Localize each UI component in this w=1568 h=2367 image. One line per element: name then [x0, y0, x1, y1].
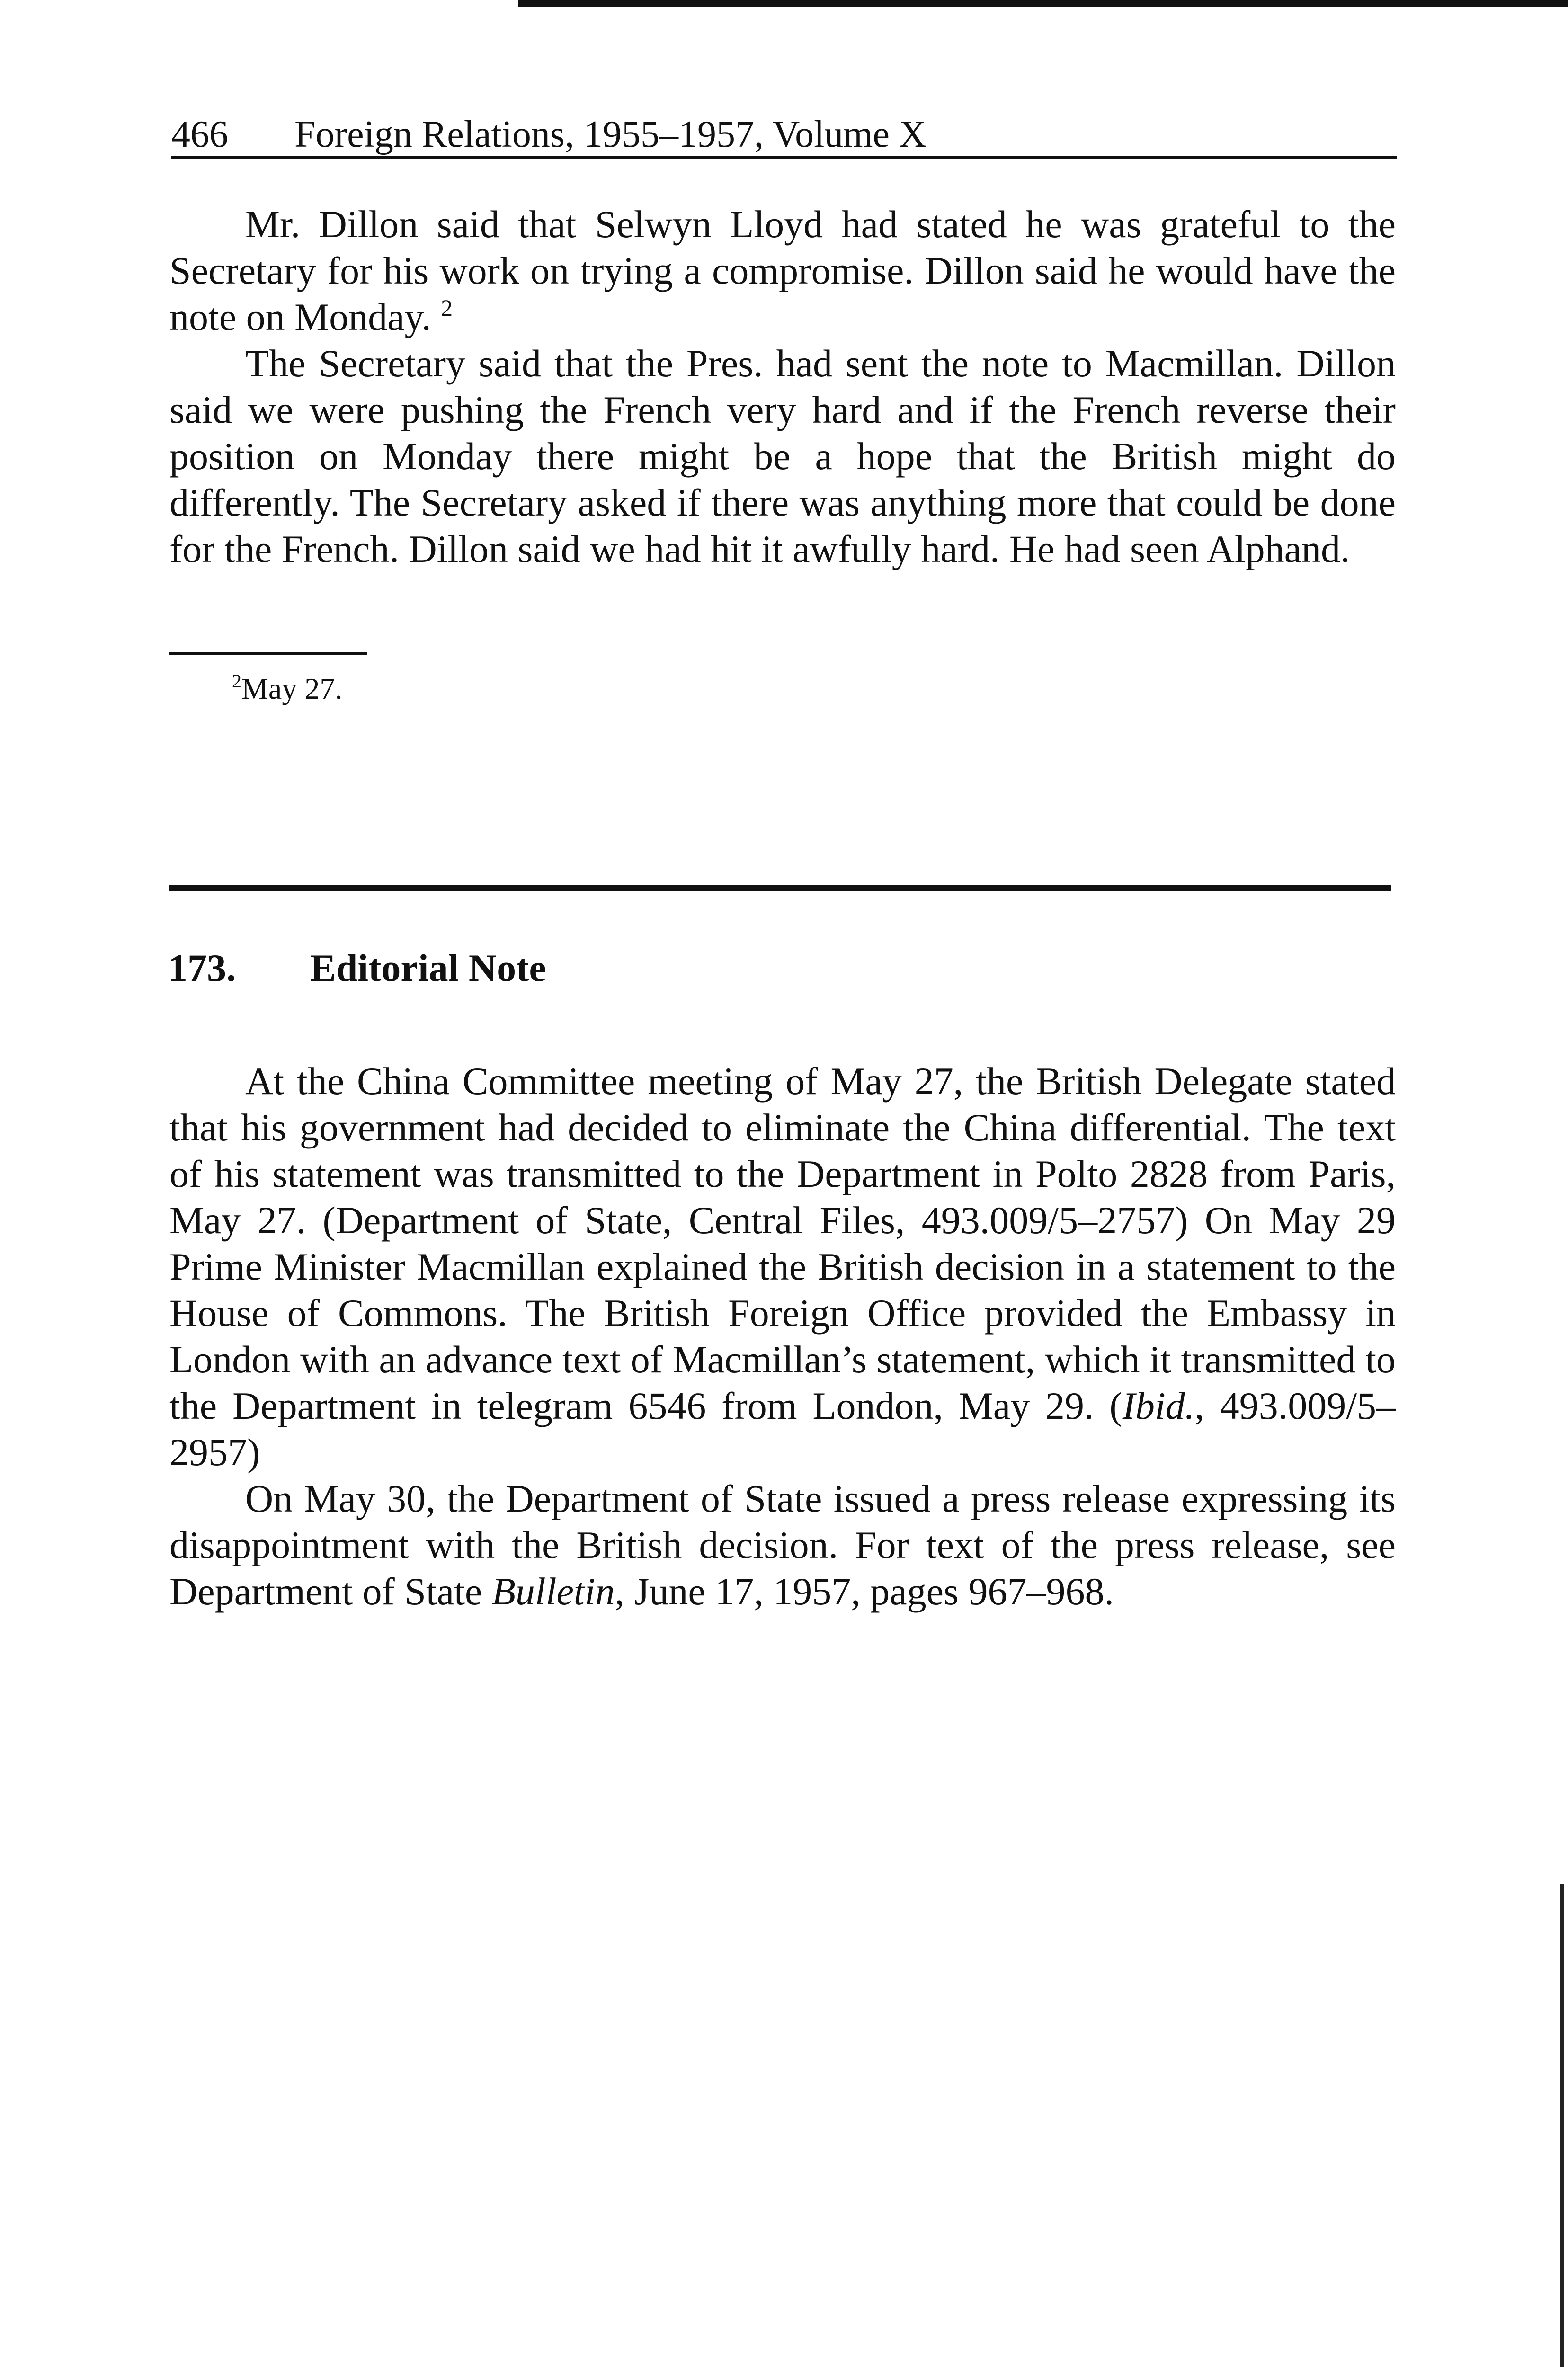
- footnote-text: May 27.: [241, 672, 343, 705]
- paragraph-2: The Secretary said that the Pres. had sent the note to Macmillan. Dillon said we were pushing the French very hard and if the French reverse their position on Monday there might be a hope that the British might do differently. The Secretary asked if there was anything more that could be done for the French. Dillon said we had hit it awfully hard. He had seen Alphand.: [169, 342, 1396, 570]
- paragraph-4-citation: , June 17, 1957, pages 967–968.: [615, 1570, 1114, 1613]
- paragraph-4: [169, 1476, 1396, 1615]
- section-number: 173.: [168, 946, 236, 989]
- ibid-citation: Ibid.: [1122, 1384, 1195, 1427]
- section-divider: [169, 885, 1391, 891]
- paragraph-1-text: Mr. Dillon said that Selwyn Lloyd had stated he was grateful to the Secretary for his work on trying a compromise. Dillon said he would have the note on Monday.: [169, 203, 1396, 338]
- bulletin-title: Bulletin: [491, 1570, 615, 1613]
- paragraph-3-text: At the China Committee meeting of May 27, the British Delegate stated that his government had decided to eliminate the China differential. The text of his statement was transmitted to the Department in Polto 2828 from Paris, May 27. (Department of State, Central Files, 493.009/5–2757) On May 29 Prime Minister Macmillan explained the British decision in a statement to the House of Commons. The British Foreign Office provided the Embassy in London with an advance text of Macmillan’s statement, which it transmitted to the Department in telegram 6546 from London, May 29. (: [169, 1059, 1396, 1427]
- document-body-editorial-note: [169, 1058, 1396, 1615]
- paragraph-1: [169, 201, 1396, 340]
- paragraph-3: [169, 1058, 1396, 1476]
- section-title: Editorial Note: [310, 946, 546, 989]
- scan-border-right: [1560, 1884, 1564, 2367]
- footnote-divider: [169, 652, 367, 655]
- volume-title: Foreign Relations, 1955–1957, Volume X: [294, 114, 927, 155]
- footnote-marker: 2: [232, 670, 241, 692]
- footnote-reference: 2: [441, 294, 453, 321]
- section-heading: [168, 944, 546, 992]
- document-body-top: [169, 201, 1396, 572]
- running-head: [171, 113, 1397, 159]
- paragraph-4-text: On May 30, the Department of State issued a press release expressing its disappointment with the British decision. For text of the press release, see Department of State: [169, 1477, 1396, 1613]
- page-number: 466: [171, 114, 228, 155]
- footnote: [232, 670, 342, 708]
- paragraph-3-citation: , 493.009/5–2957): [169, 1384, 1396, 1474]
- scan-border-top: [518, 0, 1568, 7]
